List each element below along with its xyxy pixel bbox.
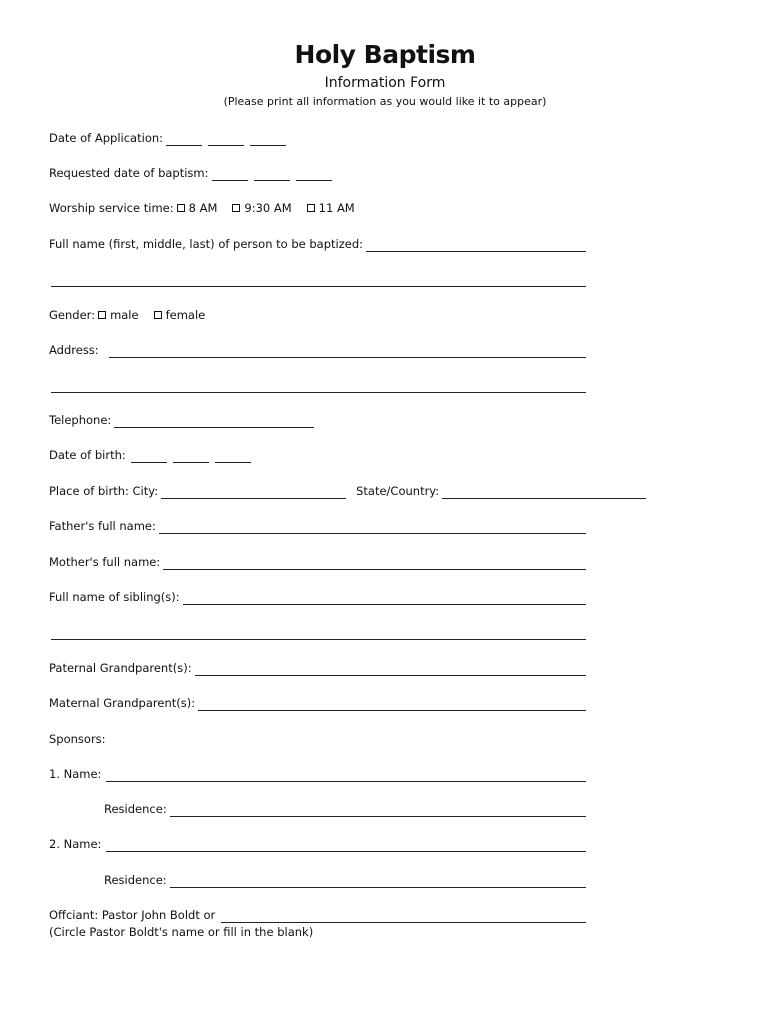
full-name-continued-row bbox=[49, 271, 589, 287]
worship-option-label: 9:30 AM bbox=[244, 201, 292, 215]
paternal-grandparents-row bbox=[49, 660, 589, 676]
worship-option-8am[interactable] bbox=[174, 200, 218, 216]
sponsor-2-residence-blank[interactable] bbox=[170, 875, 586, 888]
birth-year-blank[interactable] bbox=[215, 450, 251, 463]
sponsor-2-name-label: 2. Name: bbox=[49, 837, 102, 851]
requested-date-label: Requested date of baptism: bbox=[49, 166, 209, 180]
full-name-blank[interactable] bbox=[366, 239, 586, 252]
date-of-birth-row bbox=[49, 447, 254, 463]
telephone-blank[interactable] bbox=[114, 415, 314, 428]
full-name-continued-blank[interactable] bbox=[51, 274, 586, 287]
officiant-note: (Circle Pastor Boldt's name or fill in the blank) bbox=[49, 925, 314, 939]
date-of-application-row bbox=[49, 130, 289, 146]
maternal-grandparents-blank[interactable] bbox=[198, 698, 586, 711]
address-continued-row bbox=[49, 377, 589, 393]
sponsor-1-name-blank[interactable] bbox=[106, 769, 586, 782]
state-country-label: State/Country: bbox=[356, 484, 440, 498]
sponsor-1-name-row bbox=[49, 766, 589, 782]
application-day-blank[interactable] bbox=[208, 133, 244, 146]
requested-year-blank[interactable] bbox=[296, 168, 332, 181]
date-of-birth-label: Date of birth: bbox=[49, 448, 126, 462]
father-label: Father's full name: bbox=[49, 519, 156, 533]
paternal-grandparents-blank[interactable] bbox=[195, 663, 586, 676]
birth-month-blank[interactable] bbox=[131, 450, 167, 463]
sponsor-1-residence-blank[interactable] bbox=[170, 804, 586, 817]
worship-option-label: 8 AM bbox=[188, 201, 218, 215]
gender-option-label: female bbox=[165, 308, 206, 322]
father-blank[interactable] bbox=[159, 521, 586, 534]
siblings-label: Full name of sibling(s): bbox=[49, 590, 180, 604]
requested-month-blank[interactable] bbox=[212, 168, 248, 181]
form-instructions: (Please print all information as you would like it to appear) bbox=[223, 95, 547, 108]
checkbox-icon[interactable] bbox=[98, 311, 106, 319]
checkbox-icon[interactable] bbox=[177, 204, 185, 212]
form-subtitle: Information Form bbox=[324, 75, 446, 91]
gender-row bbox=[49, 307, 217, 323]
sponsor-2-name-blank[interactable] bbox=[106, 839, 586, 852]
address-continued-blank[interactable] bbox=[51, 380, 586, 393]
telephone-label: Telephone: bbox=[49, 413, 112, 427]
mother-row bbox=[49, 554, 589, 570]
officiant-note-row bbox=[49, 924, 313, 940]
worship-option-930am[interactable] bbox=[229, 200, 291, 216]
application-year-blank[interactable] bbox=[250, 133, 286, 146]
mother-label: Mother's full name: bbox=[49, 555, 161, 569]
state-country-blank[interactable] bbox=[442, 486, 646, 499]
full-name-label: Full name (first, middle, last) of person to be baptized: bbox=[49, 237, 364, 251]
worship-time-label: Worship service time: bbox=[49, 201, 174, 215]
worship-time-row bbox=[49, 200, 367, 216]
place-of-birth-row bbox=[49, 483, 649, 499]
worship-option-label: 11 AM bbox=[318, 201, 355, 215]
checkbox-icon[interactable] bbox=[307, 204, 315, 212]
gender-option-female[interactable] bbox=[151, 307, 206, 323]
officiant-row bbox=[49, 907, 589, 923]
form-title: Holy Baptism bbox=[294, 40, 476, 69]
date-of-application-label: Date of Application: bbox=[49, 131, 164, 145]
paternal-grandparents-label: Paternal Grandparent(s): bbox=[49, 661, 192, 675]
sponsor-2-residence-label: Residence: bbox=[104, 873, 167, 887]
checkbox-icon[interactable] bbox=[154, 311, 162, 319]
application-month-blank[interactable] bbox=[166, 133, 202, 146]
father-row bbox=[49, 518, 589, 534]
place-of-birth-city-label: Place of birth: City: bbox=[49, 484, 159, 498]
maternal-grandparents-label: Maternal Grandparent(s): bbox=[49, 696, 196, 710]
address-label: Address: bbox=[49, 343, 99, 357]
sponsor-2-residence-row bbox=[104, 872, 589, 888]
siblings-row bbox=[49, 589, 589, 605]
requested-day-blank[interactable] bbox=[254, 168, 290, 181]
officiant-label: Offciant: Pastor John Boldt or bbox=[49, 908, 216, 922]
sponsor-1-residence-row bbox=[104, 801, 589, 817]
sponsor-2-name-row bbox=[49, 836, 589, 852]
worship-option-11am[interactable] bbox=[304, 200, 355, 216]
gender-option-male[interactable] bbox=[95, 307, 139, 323]
sponsor-1-residence-label: Residence: bbox=[104, 802, 167, 816]
full-name-row bbox=[49, 236, 589, 252]
address-row bbox=[49, 342, 589, 358]
gender-option-label: male bbox=[110, 308, 139, 322]
sponsor-1-name-label: 1. Name: bbox=[49, 767, 102, 781]
siblings-continued-blank[interactable] bbox=[51, 627, 586, 640]
gender-label: Gender: bbox=[49, 308, 96, 322]
city-blank[interactable] bbox=[161, 486, 346, 499]
siblings-blank[interactable] bbox=[183, 592, 586, 605]
address-blank[interactable] bbox=[109, 345, 586, 358]
birth-day-blank[interactable] bbox=[173, 450, 209, 463]
checkbox-icon[interactable] bbox=[232, 204, 240, 212]
officiant-blank[interactable] bbox=[221, 910, 586, 923]
mother-blank[interactable] bbox=[163, 557, 586, 570]
telephone-row bbox=[49, 412, 317, 428]
sponsors-label: Sponsors: bbox=[49, 732, 106, 746]
requested-date-row bbox=[49, 165, 335, 181]
maternal-grandparents-row bbox=[49, 695, 589, 711]
siblings-continued-row bbox=[49, 624, 589, 640]
sponsors-heading-row bbox=[49, 731, 106, 747]
